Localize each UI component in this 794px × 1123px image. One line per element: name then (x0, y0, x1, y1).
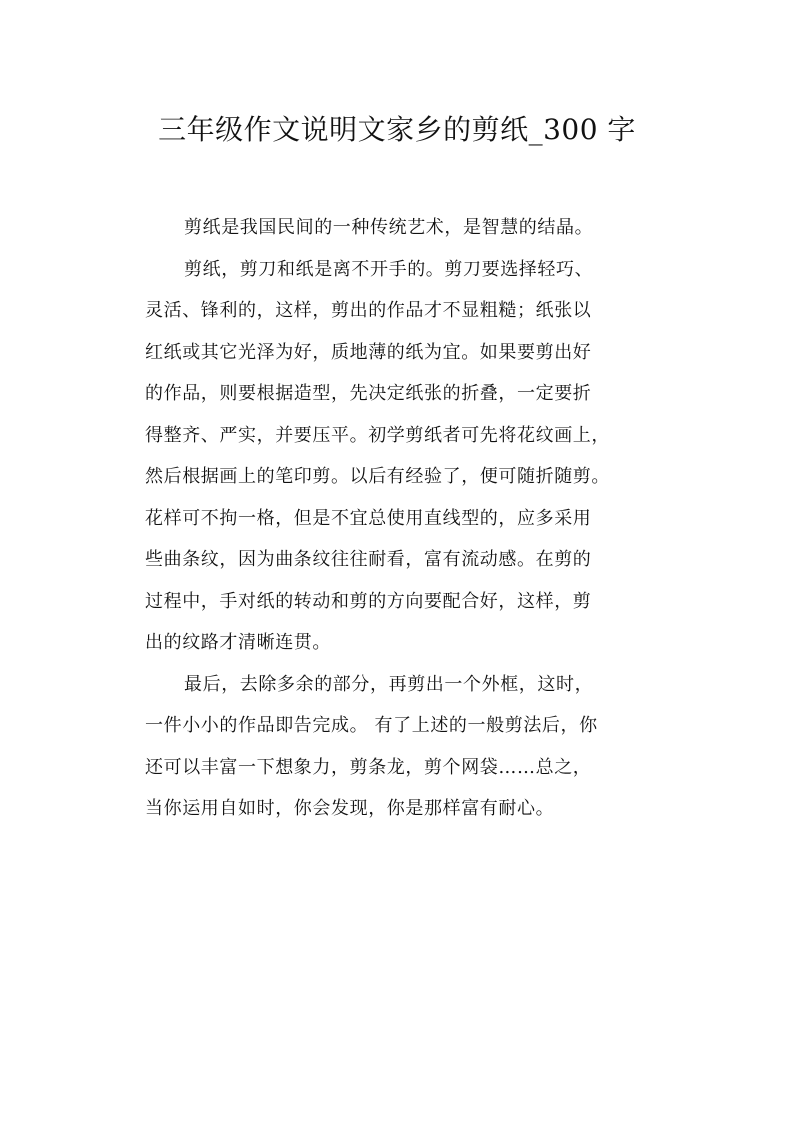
text-line: 当你运用自如时，你会发现，你是那样富有耐心。 (145, 798, 555, 819)
text-line: 出的纹路才清晰连贯。 (145, 632, 331, 653)
text-line: 得整齐、严实，并要压平。初学剪纸者可先将花纹画上， (145, 424, 610, 446)
text-line: 剪纸，剪刀和纸是离不开手的。剪刀要选择轻巧、 (184, 258, 594, 280)
document-title: 三年级作文说明文家乡的剪纸_300 字 (158, 113, 636, 146)
text-line: 过程中，手对纸的转动和剪的方向要配合好，这样，剪 (145, 590, 592, 612)
text-line: 剪纸是我国民间的一种传统艺术，是智慧的结晶。 (184, 217, 594, 238)
text-line: 灵活、锋利的，这样，剪出的作品才不显粗糙；纸张以 (145, 300, 592, 321)
paragraph-conclusion (145, 664, 675, 830)
text-line: 还可以丰富一下想象力，剪条龙，剪个网袋……总之， (145, 756, 592, 778)
text-line: 红纸或其它光泽为好，质地薄的纸为宜。如果要剪出好 (145, 341, 592, 363)
document-body (145, 207, 675, 830)
text-line: 最后，去除多余的部分，再剪出一个外框，这时， (184, 673, 594, 695)
text-line: 一件小小的作品即告完成。 有了上述的一般剪法后，你 (145, 715, 598, 736)
paragraph-intro (145, 207, 675, 249)
paragraph-method (145, 249, 675, 664)
text-line: 的作品，则要根据造型，先决定纸张的折叠，一定要折 (145, 383, 592, 404)
text-line: 花样可不拘一格，但是不宜总使用直线型的，应多采用 (145, 507, 592, 529)
text-line: 些曲条纹，因为曲条纹往往耐看，富有流动感。在剪的 (145, 549, 592, 570)
text-line: 然后根据画上的笔印剪。以后有经验了，便可随折随剪。 (145, 466, 610, 487)
